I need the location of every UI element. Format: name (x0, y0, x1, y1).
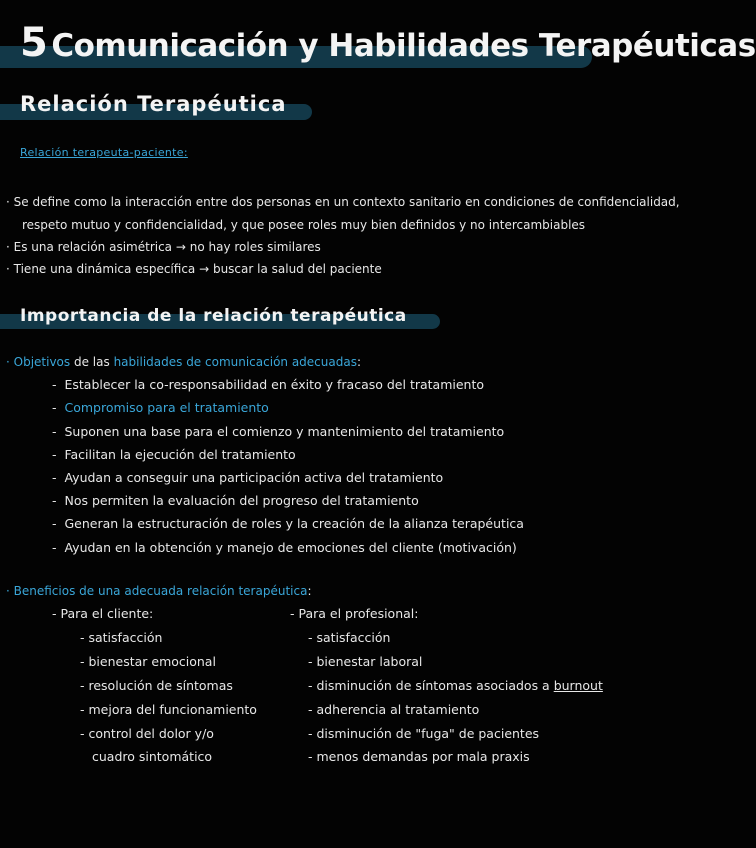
professional-item-text: adherencia al tratamiento (316, 702, 480, 717)
professional-item: - adherencia al tratamiento (308, 702, 480, 717)
bullet-3: · Tiene una dinámica específica → buscar la salud del paciente (6, 262, 382, 276)
professional-item-text: satisfacción (316, 630, 391, 645)
section2-heading: Importancia de la relación terapéutica (20, 306, 407, 326)
benefits-line: · Beneficios de una adecuada relación terapéutica: (6, 584, 312, 598)
objective-text: Suponen una base para el comienzo y mantenimiento del tratamiento (64, 424, 505, 439)
client-item-text: satisfacción (88, 630, 163, 645)
objectives-mid: de las (73, 355, 110, 369)
bullet-1-text: Se define como la interacción entre dos personas en un contexto sanitario en condiciones de confidencialidad, (13, 195, 680, 209)
objective-item: - Ayudan en la obtención y manejo de emociones del cliente (motivación) (52, 540, 517, 555)
page-title (20, 20, 756, 66)
objective-item: - Facilitan la ejecución del tratamiento (52, 447, 296, 462)
professional-item-text: disminución de síntomas asociados a (316, 678, 550, 693)
objective-item: - Compromiso para el tratamiento (52, 400, 269, 415)
professional-item-text: bienestar laboral (316, 654, 423, 669)
professional-item-text: menos demandas por mala praxis (316, 749, 530, 764)
professional-item-text: disminución de "fuga" de pacientes (316, 726, 540, 741)
chapter-number: 5 (20, 20, 48, 66)
benefits-label: Beneficios de una adecuada relación terapéutica (13, 584, 308, 598)
objectives-colon: : (356, 355, 362, 369)
bullet-2: · Es una relación asimétrica → no hay roles similares (6, 240, 321, 254)
client-item: - control del dolor y/o (80, 726, 214, 741)
objective-item: - Generan la estructuración de roles y la creación de la alianza terapéutica (52, 516, 524, 531)
section1-heading: Relación Terapéutica (20, 92, 287, 116)
objective-text: Ayudan a conseguir una participación activa del tratamiento (64, 470, 444, 485)
client-item-text: resolución de síntomas (88, 678, 233, 693)
client-item: - satisfacción (80, 630, 163, 645)
chapter-title: Comunicación y Habilidades Terapéuticas (51, 28, 756, 64)
client-item: - mejora del funcionamiento (80, 702, 257, 717)
client-item-text: control del dolor y/o (88, 726, 214, 741)
professional-item: - disminución de "fuga" de pacientes (308, 726, 540, 741)
professional-item: - satisfacción (308, 630, 391, 645)
objective-text: Ayudan en la obtención y manejo de emociones del cliente (motivación) (64, 540, 517, 555)
bullet-3-text: Tiene una dinámica específica → buscar la salud del paciente (13, 262, 382, 276)
professional-item: - menos demandas por mala praxis (308, 749, 530, 764)
client-label: - Para el cliente: (52, 606, 154, 621)
objective-text: Compromiso para el tratamiento (64, 400, 269, 415)
bullet-1-line-1: · Se define como la interacción entre dos personas en un contexto sanitario en condiciones de confidencialidad, (6, 195, 680, 209)
burnout-term: burnout (553, 678, 603, 693)
bullet-2-text: Es una relación asimétrica → no hay roles similares (13, 240, 321, 254)
client-item: - bienestar emocional (80, 654, 216, 669)
client-label-text: Para el cliente: (60, 606, 154, 621)
objectives-label: Objetivos (13, 355, 71, 369)
professional-item: - disminución de síntomas asociados a burnout (308, 678, 603, 693)
client-item: - resolución de síntomas (80, 678, 233, 693)
objective-item: - Nos permiten la evaluación del progreso del tratamiento (52, 493, 419, 508)
bullet-1-line-2: respeto mutuo y confidencialidad, y que posee roles muy bien definidos y no intercambiables (22, 218, 586, 232)
subheading-relation (20, 146, 188, 159)
subheading-text: Relación terapeuta-paciente (20, 146, 184, 159)
objective-text: Generan la estructuración de roles y la creación de la alianza terapéutica (64, 516, 524, 531)
client-item-text: mejora del funcionamiento (88, 702, 257, 717)
client-item-cont: cuadro sintomático (92, 749, 213, 764)
professional-label-text: Para el profesional: (298, 606, 419, 621)
objectives-line: · Objetivos de las habilidades de comunicación adecuadas: (6, 355, 362, 369)
objective-text: Facilitan la ejecución del tratamiento (64, 447, 296, 462)
objective-item: - Suponen una base para el comienzo y mantenimiento del tratamiento (52, 424, 505, 439)
benefits-colon: : (307, 584, 312, 598)
objective-text: Establecer la co-responsabilidad en éxito y fracaso del tratamiento (64, 377, 485, 392)
client-item-text: bienestar emocional (88, 654, 216, 669)
professional-item: - bienestar laboral (308, 654, 423, 669)
professional-label: - Para el profesional: (290, 606, 419, 621)
objective-item: - Ayudan a conseguir una participación activa del tratamiento (52, 470, 444, 485)
objective-item: - Establecer la co-responsabilidad en éxito y fracaso del tratamiento (52, 377, 485, 392)
objectives-tail: habilidades de comunicación adecuadas (113, 355, 357, 369)
subheading-colon: : (183, 146, 188, 159)
objective-text: Nos permiten la evaluación del progreso del tratamiento (64, 493, 419, 508)
